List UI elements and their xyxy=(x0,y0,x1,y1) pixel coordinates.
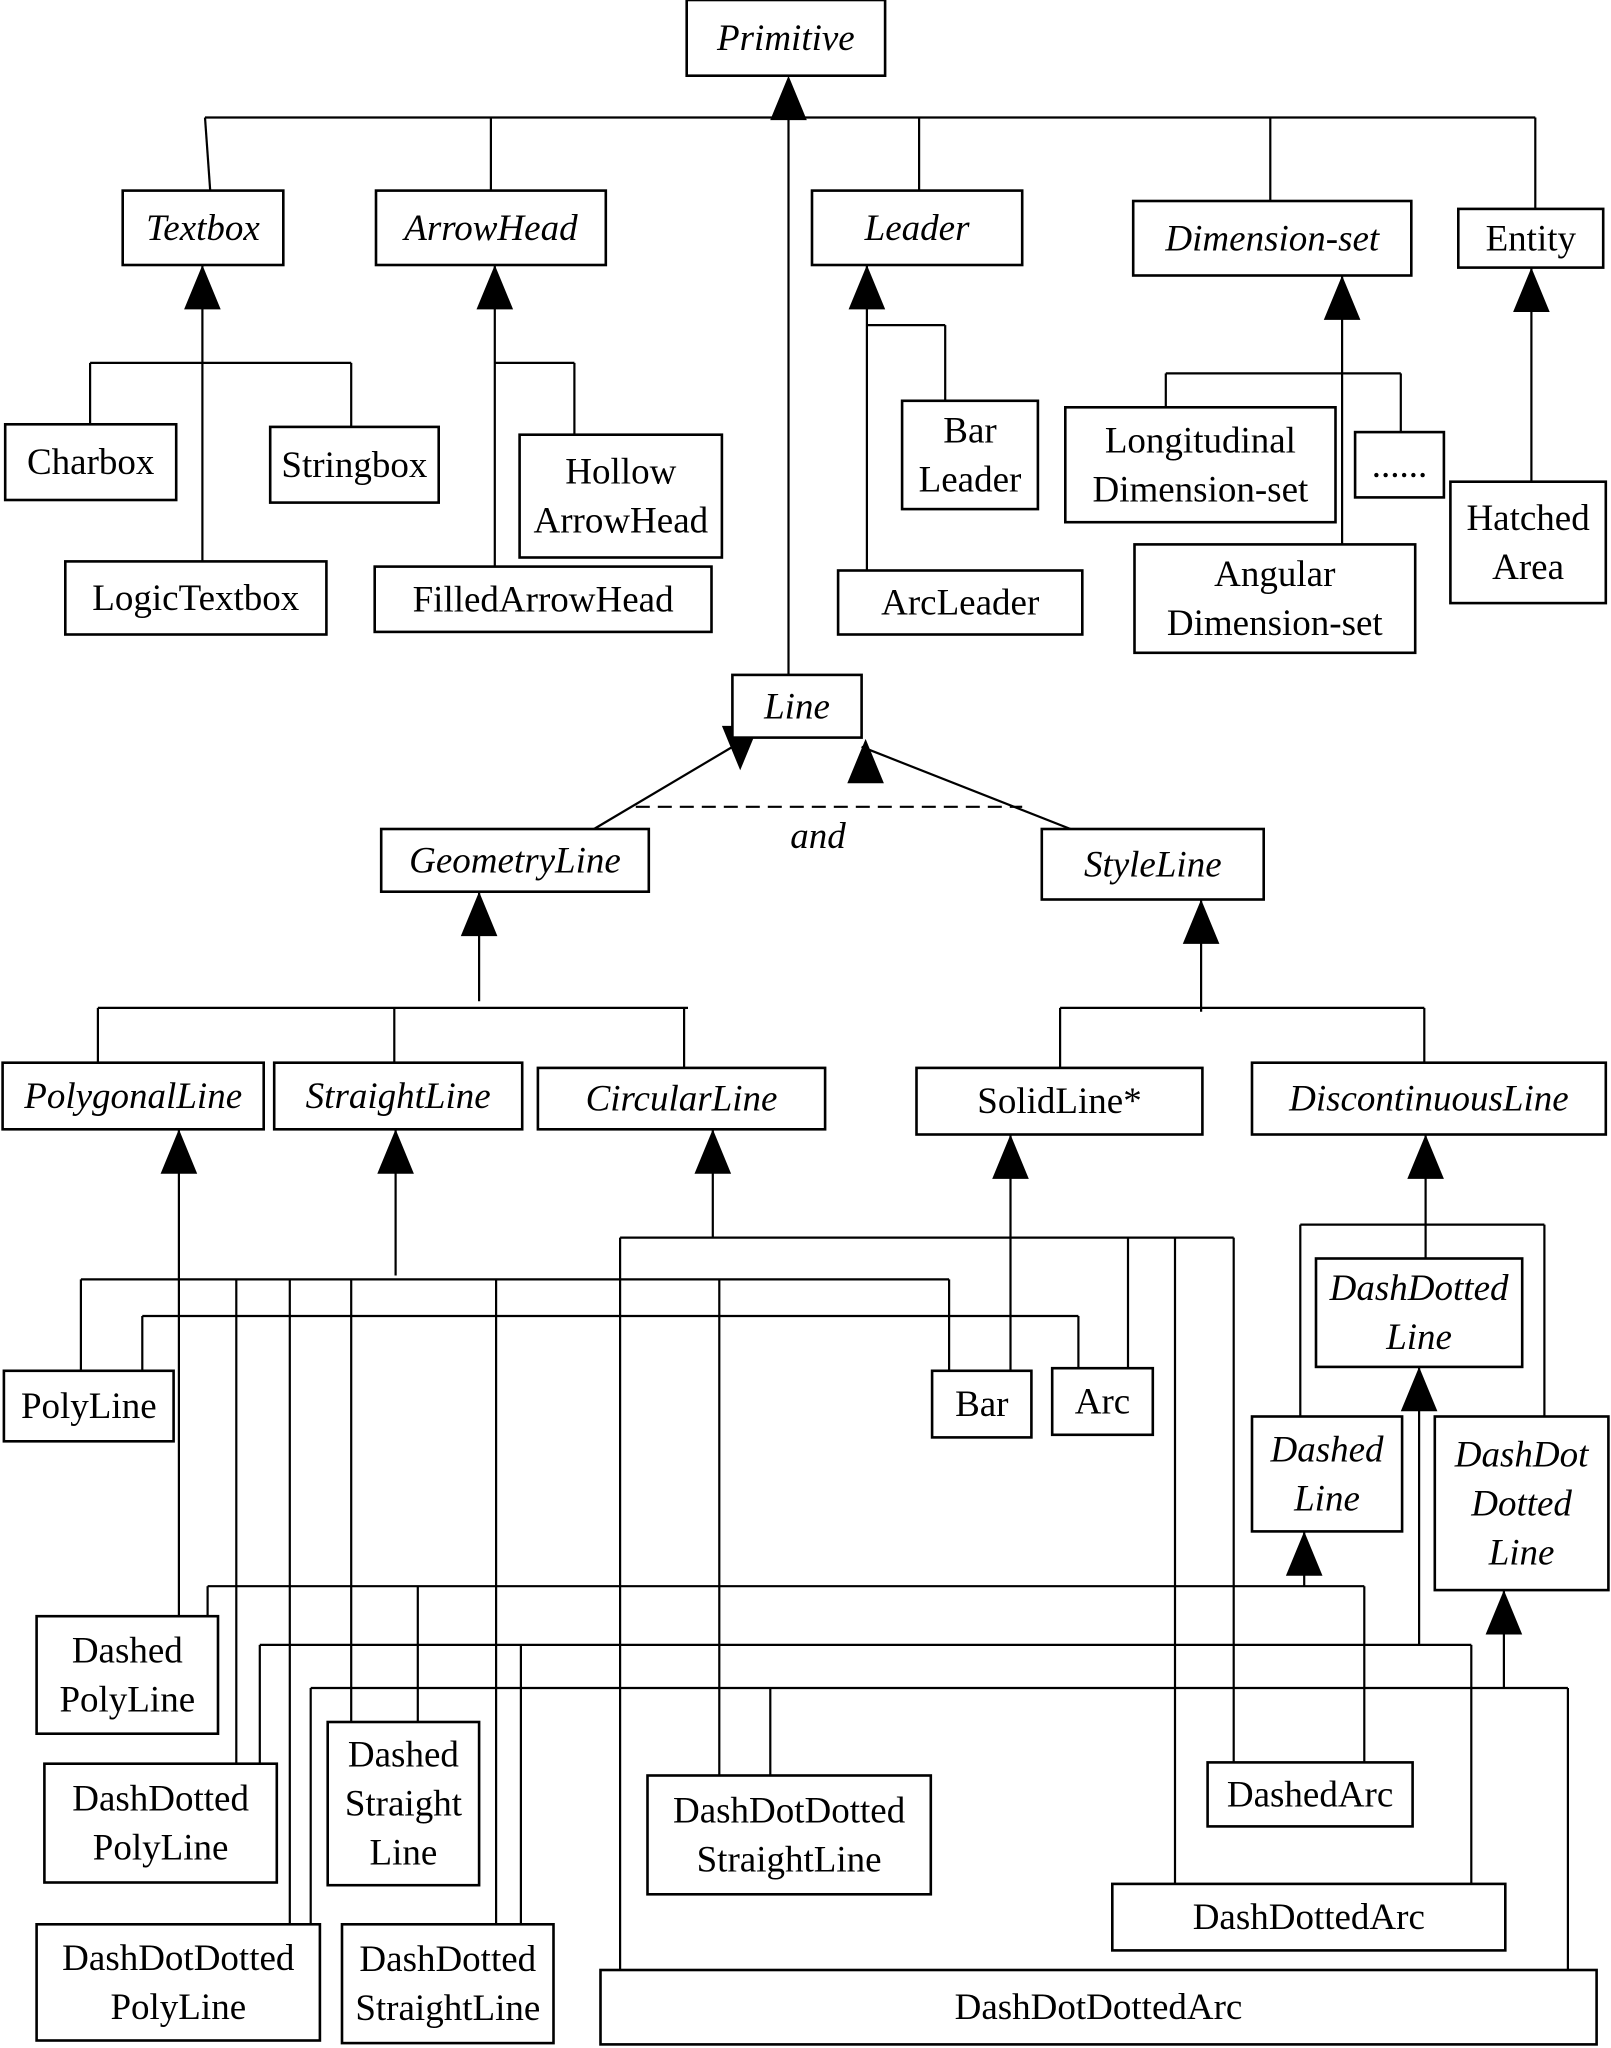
node-label: Textbox xyxy=(146,207,260,249)
class-node-angular-dimension-set xyxy=(1135,544,1416,652)
class-node-leader xyxy=(812,191,1022,265)
class-node-charbox xyxy=(5,424,176,500)
node-label: PolyLine xyxy=(59,1679,196,1721)
node-label: DashedArc xyxy=(1226,1774,1394,1816)
node-label: StraightLine xyxy=(355,1988,541,2030)
class-node-dashdotted-polyline xyxy=(44,1764,276,1883)
arrowheads xyxy=(161,76,1550,1635)
node-label: Leader xyxy=(864,207,970,249)
class-node-styleline xyxy=(1042,829,1264,900)
inheritance-arrowhead-17 xyxy=(1486,1590,1523,1634)
node-label: DashDotted xyxy=(72,1778,249,1820)
node-label: Stringbox xyxy=(281,444,428,486)
connector-line-23 xyxy=(862,747,1071,829)
node-label: ...... xyxy=(1371,444,1428,486)
node-label: Arc xyxy=(1074,1381,1131,1423)
class-node-polyline xyxy=(4,1371,174,1442)
node-label: Dimension-set xyxy=(1165,218,1380,260)
nodes xyxy=(3,0,1609,2044)
node-label: Dimension-set xyxy=(1092,469,1309,511)
node-label: LogicTextbox xyxy=(92,578,300,619)
node-label: Dashed xyxy=(347,1734,459,1776)
inheritance-arrowhead-15 xyxy=(1401,1367,1438,1411)
node-label: DashDotted xyxy=(359,1939,537,1981)
class-node-dashdotdottedarc xyxy=(601,1970,1597,2044)
inheritance-arrowhead-11 xyxy=(377,1129,414,1173)
class-node-bar xyxy=(932,1371,1031,1438)
node-label: PolygonalLine xyxy=(24,1076,243,1117)
node-label: Dashed xyxy=(1270,1429,1384,1471)
node-label: StraightLine xyxy=(696,1839,882,1881)
class-node-dimension-set xyxy=(1133,201,1411,276)
node-label: Dotted xyxy=(1471,1483,1572,1525)
inheritance-arrowhead-7 xyxy=(847,739,884,783)
class-node-dashdottedarc xyxy=(1112,1884,1505,1951)
node-label: DashDot xyxy=(1454,1434,1589,1476)
inheritance-arrowhead-16 xyxy=(1286,1531,1323,1575)
class-node-dashdotdotted-polyline xyxy=(37,1924,320,2040)
node-label: Line xyxy=(1294,1478,1360,1520)
class-node-hatched-area xyxy=(1450,482,1605,603)
class-node-hollow-arrowhead xyxy=(520,435,722,558)
class-node-textbox xyxy=(123,191,284,265)
class-node-bar-leader xyxy=(902,401,1038,509)
class-node-dashdotted-line xyxy=(1316,1259,1522,1367)
class-node-circularline xyxy=(538,1068,825,1129)
node-label: Line xyxy=(1386,1317,1452,1359)
node-label: Dashed xyxy=(71,1630,183,1672)
connector-line-22 xyxy=(594,742,742,830)
class-node-line xyxy=(732,675,861,738)
inheritance-arrowhead-8 xyxy=(461,892,498,936)
class-node-dashed-straightline xyxy=(328,1722,479,1885)
class-node-geometryline xyxy=(381,829,649,892)
class-node-dashed-polyline xyxy=(37,1616,218,1734)
node-label: Bar xyxy=(955,1384,1009,1426)
node-label: ArrowHead xyxy=(533,500,709,542)
class-node-dashed-line xyxy=(1252,1417,1402,1532)
node-label: Line xyxy=(369,1832,438,1874)
node-label: Dimension-set xyxy=(1166,603,1383,645)
node-label: ArcLeader xyxy=(881,582,1040,624)
node-label: Angular xyxy=(1214,554,1336,596)
and-annotation: and xyxy=(790,816,846,857)
node-label: DiscontinuousLine xyxy=(1289,1078,1569,1120)
node-label: GeometryLine xyxy=(409,840,621,882)
node-label: DashDotDotted xyxy=(62,1937,295,1979)
inheritance-arrowhead-12 xyxy=(695,1129,732,1173)
inheritance-arrowhead-9 xyxy=(1183,900,1220,944)
class-node-ellipsis xyxy=(1355,432,1444,497)
class-node-arrowhead xyxy=(376,191,606,265)
node-label: StyleLine xyxy=(1083,844,1222,886)
inheritance-arrowhead-0 xyxy=(770,76,807,120)
class-node-dashdotdotted-line xyxy=(1435,1417,1609,1591)
node-label: PolyLine xyxy=(20,1386,157,1427)
node-label: DashDotDottedArc xyxy=(954,1987,1243,2029)
node-label: Longitudinal xyxy=(1104,420,1296,462)
node-label: Charbox xyxy=(26,442,155,484)
class-node-dashedarc xyxy=(1208,1762,1413,1826)
class-node-entity xyxy=(1458,209,1603,268)
node-label: Entity xyxy=(1485,218,1577,260)
node-label: FilledArrowHead xyxy=(412,579,674,621)
class-node-solidline xyxy=(917,1068,1203,1135)
class-node-straightline xyxy=(274,1063,522,1130)
class-node-longitudinal-dimension-set xyxy=(1065,407,1335,522)
class-node-stringbox xyxy=(270,427,439,503)
node-label: Line xyxy=(764,686,830,728)
class-node-logictextbox xyxy=(65,561,326,634)
node-label: PolyLine xyxy=(92,1827,229,1869)
node-label: StraightLine xyxy=(305,1076,491,1117)
node-label: Area xyxy=(1492,546,1565,588)
class-node-arcleader xyxy=(838,571,1082,635)
node-label: Leader xyxy=(918,459,1022,501)
node-label: PolyLine xyxy=(110,1986,247,2028)
inheritance-arrowhead-14 xyxy=(1407,1135,1444,1179)
inheritance-arrowhead-4 xyxy=(1324,276,1361,320)
node-label: SolidLine* xyxy=(977,1081,1142,1123)
inheritance-arrowhead-2 xyxy=(477,265,514,309)
inheritance-arrowhead-13 xyxy=(992,1135,1029,1179)
node-label: Hollow xyxy=(565,451,677,493)
class-node-discontinuousline xyxy=(1252,1063,1606,1135)
node-label: Line xyxy=(1488,1532,1555,1574)
node-label: DashDottedArc xyxy=(1192,1897,1425,1939)
node-label: ArrowHead xyxy=(404,207,578,249)
inheritance-arrowhead-10 xyxy=(161,1129,198,1173)
class-node-filled-arrowhead xyxy=(375,567,712,632)
class-node-polygonalline xyxy=(3,1063,264,1130)
connector-line-2 xyxy=(205,118,210,191)
inheritance-arrowhead-3 xyxy=(849,265,886,309)
inheritance-arrowhead-1 xyxy=(184,265,221,309)
node-label: Bar xyxy=(943,410,997,452)
node-label: Primitive xyxy=(717,17,855,59)
class-node-dashdotted-straightline xyxy=(342,1924,554,2043)
node-label: Hatched xyxy=(1466,497,1590,539)
class-node-primitive xyxy=(687,0,885,76)
node-label: CircularLine xyxy=(585,1078,778,1120)
node-label: DashDotted xyxy=(1329,1268,1509,1310)
class-node-arc xyxy=(1052,1368,1153,1435)
node-label: Straight xyxy=(344,1783,462,1825)
node-label: DashDotDotted xyxy=(672,1790,906,1832)
connectors xyxy=(81,118,1568,1971)
inheritance-arrowhead-5 xyxy=(1513,268,1550,312)
class-node-dashdotdotted-straightline xyxy=(648,1776,931,1895)
